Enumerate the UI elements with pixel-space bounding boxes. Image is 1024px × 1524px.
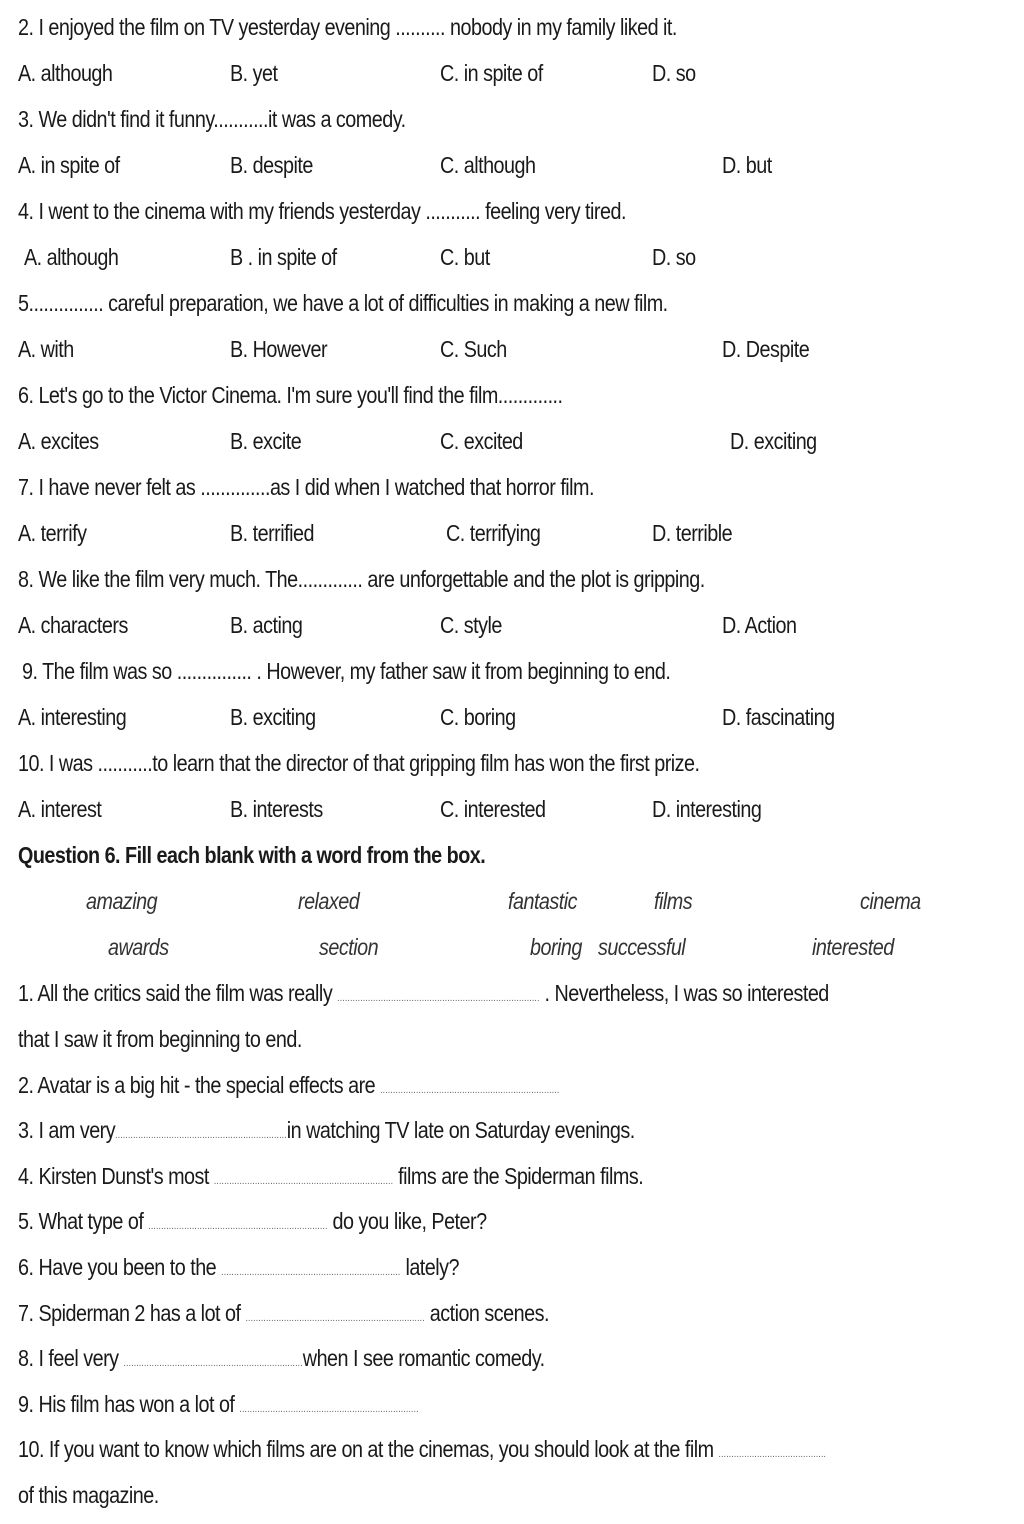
item-text-before: 7. Spiderman 2 has a lot of: [18, 1299, 246, 1326]
answer-option: A. interesting: [18, 704, 127, 730]
item-text-before: that I saw it from beginning to end.: [18, 1026, 302, 1052]
item-text-after: lately?: [400, 1254, 460, 1280]
word-box-item: cinema: [860, 888, 921, 914]
answer-option: B. yet: [230, 60, 278, 86]
word-box-item: section: [319, 934, 379, 960]
item-text-before: 9. His film has won a lot of: [18, 1390, 240, 1417]
answer-blank[interactable]: ......................................................................: [245, 1312, 425, 1324]
item-text-before: 8. I feel very: [18, 1345, 124, 1372]
answer-option: C. interested: [440, 796, 546, 822]
answer-option: A. although: [24, 244, 119, 270]
word-box-item: successful: [598, 934, 686, 960]
item-text-before: 3. I am very: [18, 1117, 116, 1144]
question-stem: 2. I enjoyed the film on TV yesterday evening .......... nobody in my family liked it.: [18, 14, 677, 40]
answer-option: C. boring: [440, 704, 516, 730]
item-text-after: do you like, Peter?: [327, 1208, 487, 1235]
answer-option: C. excited: [440, 428, 523, 454]
fill-blank-item: [18, 1298, 549, 1334]
item-text-after: action scenes.: [424, 1299, 549, 1326]
fill-blank-item: [18, 1480, 159, 1510]
answer-option: D. interesting: [652, 796, 762, 822]
answer-option: B. excite: [230, 428, 302, 454]
fill-blank-item: [18, 1252, 459, 1288]
answer-option: B. despite: [230, 152, 313, 178]
fill-blank-item: [18, 1024, 302, 1054]
fill-blank-item: [18, 1161, 643, 1197]
answer-option: D. so: [652, 244, 696, 270]
fill-blank-item: [18, 1389, 419, 1425]
question-stem: 8. We like the film very much. The............. are unforgettable and the plot is gripping.: [18, 566, 705, 592]
answer-option: D. terrible: [652, 520, 733, 546]
answer-option: C. but: [440, 244, 490, 270]
answer-option: A. characters: [18, 612, 128, 638]
item-text-before: of this magazine.: [18, 1482, 159, 1508]
answer-blank[interactable]: ......................................................................: [239, 1403, 419, 1415]
answer-option: A. terrify: [18, 520, 87, 546]
fill-blank-item: [18, 978, 829, 1014]
answer-option: D. but: [722, 152, 772, 178]
answer-option: D. fascinating: [722, 704, 835, 730]
answer-blank[interactable]: ......................................................................: [213, 1175, 394, 1187]
item-text-before: 1. All the critics said the film was really: [18, 980, 338, 1006]
fill-blank-item: [18, 1070, 559, 1106]
word-box-item: boring: [530, 934, 582, 960]
word-box-item: awards: [108, 934, 169, 960]
question-stem: 7. I have never felt as ..............as I did when I watched that horror film.: [18, 474, 595, 500]
question-stem: 10. I was ...........to learn that the director of that gripping film has won the first prize.: [18, 750, 700, 776]
answer-blank[interactable]: ......................................................................: [380, 1084, 560, 1096]
word-box-item: relaxed: [298, 888, 360, 914]
answer-option: A. excites: [18, 428, 99, 454]
answer-option: C. although: [440, 152, 536, 178]
item-text-after: . Nevertheless, I was so interested: [539, 980, 829, 1006]
word-box-item: amazing: [86, 888, 158, 914]
word-box-item: interested: [812, 934, 894, 960]
question-stem: 9. The film was so ............... . However, my father saw it from beginning to end.: [22, 658, 671, 684]
fill-blank-item: [18, 1115, 635, 1151]
question-stem: 4. I went to the cinema with my friends yesterday ........... feeling very tired.: [18, 198, 626, 224]
word-box-item: films: [654, 888, 693, 914]
answer-option: D. Action: [722, 612, 797, 638]
answer-option: B. However: [230, 336, 328, 362]
answer-option: B. exciting: [230, 704, 316, 730]
answer-option: C. style: [440, 612, 502, 638]
question-stem: 5............... careful preparation, we have a lot of difficulties in making a new film.: [18, 290, 668, 316]
answer-blank[interactable]: ..........................................: [718, 1449, 827, 1461]
answer-option: A. in spite of: [18, 152, 120, 178]
question-stem: 6. Let's go to the Victor Cinema. I'm sure you'll find the film.............: [18, 382, 563, 408]
fill-blank-item: [18, 1343, 545, 1379]
answer-option: B. interests: [230, 796, 323, 822]
item-text-before: 6. Have you been to the: [18, 1254, 222, 1280]
answer-option: A. although: [18, 60, 113, 86]
item-text-before: 2. Avatar is a big hit - the special effects are: [18, 1071, 381, 1098]
answer-option: C. terrifying: [446, 520, 541, 546]
answer-option: A. with: [18, 336, 74, 362]
item-text-before: 10. If you want to know which films are on at the cinemas, you should look at the film: [18, 1436, 719, 1463]
answer-option: A. interest: [18, 796, 102, 822]
answer-blank[interactable]: ......................................................................: [123, 1358, 303, 1370]
answer-blank[interactable]: ...................................................................: [115, 1130, 287, 1142]
answer-option: B. acting: [230, 612, 303, 638]
answer-option: B. terrified: [230, 520, 314, 546]
fill-blank-item: [18, 1206, 487, 1242]
answer-option: B . in spite of: [230, 244, 337, 270]
question-stem: 3. We didn't find it funny...........it was a comedy.: [18, 106, 406, 132]
answer-option: D. Despite: [722, 336, 810, 362]
fill-blank-item: [18, 1434, 826, 1470]
answer-option: C. in spite of: [440, 60, 543, 86]
item-text-after: when I see romantic comedy.: [302, 1345, 545, 1372]
answer-option: D. exciting: [730, 428, 817, 454]
item-text-before: 4. Kirsten Dunst's most: [18, 1162, 214, 1189]
answer-blank[interactable]: ......................................................................: [148, 1221, 328, 1233]
answer-blank[interactable]: ......................................................................: [221, 1267, 401, 1278]
item-text-after: films are the Spiderman films.: [393, 1162, 644, 1189]
word-box-item: fantastic: [508, 888, 578, 914]
item-text-after: in watching TV late on Saturday evenings.: [286, 1117, 635, 1144]
section-heading: Question 6. Fill each blank with a word from the box.: [18, 842, 486, 868]
answer-option: C. Such: [440, 336, 507, 362]
answer-blank[interactable]: ...............................................................................: [337, 993, 540, 1004]
answer-option: D. so: [652, 60, 696, 86]
item-text-before: 5. What type of: [18, 1208, 149, 1235]
